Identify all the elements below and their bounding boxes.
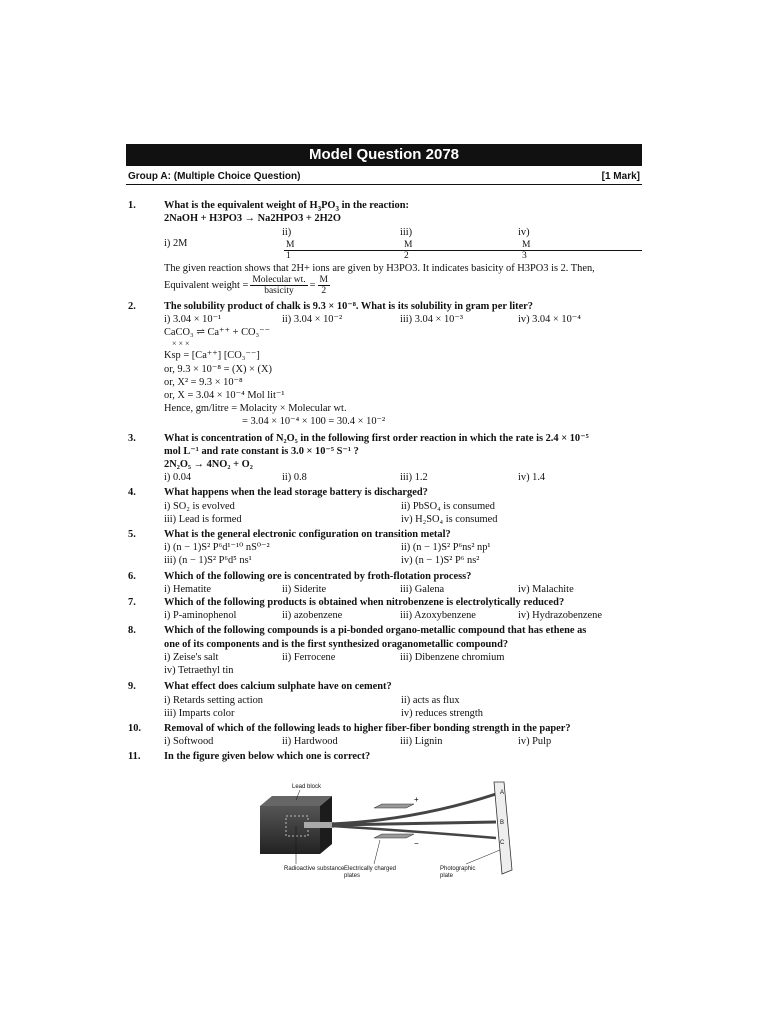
question-number: 7. — [128, 597, 136, 609]
question-text: one of its components and is the first synthesized oraganometallic compound? — [164, 638, 509, 650]
options — [164, 313, 642, 326]
exam-page — [126, 144, 642, 764]
option-4: iv) Pulp — [518, 736, 552, 748]
option-3: iii) Azoxybenzene — [400, 610, 476, 622]
question-text: Which of the following compounds is a pi-bonded organo-metallic compound that has ethene as — [164, 625, 587, 637]
question-number: 1. — [128, 200, 136, 211]
answer-line: Ksp = [Ca⁺⁺] [CO₃⁻⁻] — [164, 350, 260, 362]
options — [164, 583, 642, 596]
option-4: iv) 3.04 × 10⁻⁴ — [518, 314, 581, 326]
question-number: 10. — [128, 722, 141, 734]
question-number: 3. — [128, 432, 136, 444]
option-3: iii) Lead is formed — [164, 513, 242, 525]
marks-label: [1 Mark] — [601, 171, 640, 182]
option-2: ii) (n − 1)S² P⁶ns² np¹ — [401, 542, 491, 554]
options — [164, 651, 642, 664]
question-number: 8. — [128, 625, 136, 637]
question-number: 11. — [128, 751, 141, 763]
options — [164, 609, 642, 622]
answer-line: Hence, gm/litre = Molacity × Molecular wt. — [164, 403, 347, 415]
question-text: What happens when the lead storage battery is discharged? — [164, 487, 428, 499]
label-a: A — [500, 790, 505, 796]
answer-line: Equivalent weight = $\frac{\text{Molecular wt.}}{\text{basicity}}$ = $\frac{M}{2}$ — [164, 274, 328, 296]
option-3: $iii) \frac{M}{2}$ — [400, 226, 518, 260]
radiation-deflection-figure — [256, 780, 516, 880]
plus-sign: + — [414, 795, 419, 804]
question-5 — [126, 528, 642, 568]
minus-sign: − — [414, 839, 419, 848]
question-number: 2. — [128, 300, 136, 312]
option-3: iii) Dibenzene chromium — [400, 651, 505, 663]
options — [164, 707, 642, 720]
option-1: i) 3.04 × 10⁻¹ — [164, 314, 222, 326]
group-header — [126, 166, 642, 185]
question-number: 4. — [128, 487, 136, 499]
question-number: 6. — [128, 570, 136, 582]
options — [164, 694, 642, 707]
option-1: i) SO₂ is evolved — [164, 500, 235, 512]
option-4: iv) reduces strength — [401, 707, 483, 719]
option-2: ii) Hardwood — [282, 736, 338, 748]
lead-block-label: Lead block — [292, 784, 322, 790]
option-4: iv) Hydrazobenzene — [518, 610, 602, 622]
options — [164, 471, 642, 484]
options — [164, 735, 642, 748]
question-2 — [126, 300, 642, 429]
answer-line: The given reaction shows that 2H+ ions are given by H3PO3. It indicates basicity of H3PO3 is 2. Then, — [164, 262, 595, 274]
option-1: i) Softwood — [164, 736, 214, 748]
question-text: What is concentration of N₂O₅ in the following first order reaction in which the rate is 2.4 × 10⁻⁵ — [164, 432, 589, 444]
answer-line: × × × — [172, 339, 190, 349]
option-4: iv) Malachite — [518, 583, 574, 595]
option-2: ii) Siderite — [282, 583, 327, 595]
option-1: i) 2M — [164, 237, 188, 249]
options — [164, 513, 642, 526]
option-2: ii) acts as flux — [401, 694, 460, 706]
charged-plates — [374, 795, 419, 848]
question-text: What is the general electronic configuration on transition metal? — [164, 529, 451, 541]
option-1: i) Hematite — [164, 583, 212, 595]
question-text: Which of the following products is obtained when nitrobenzene is electrolytically reduced? — [164, 597, 565, 609]
question-number: 9. — [128, 681, 136, 693]
option-2: ii) PbSO₄ is consumed — [401, 500, 495, 512]
option-1: i) P-aminophenol — [164, 610, 237, 622]
question-number: 5. — [128, 529, 136, 541]
question-11 — [126, 750, 642, 763]
option-4: iv) Tetraethyl tin — [164, 665, 234, 677]
plates-label-1: Electrically charged — [344, 866, 397, 872]
option-1: i) 0.04 — [164, 472, 192, 484]
question-text: In the figure given below which one is correct? — [164, 751, 371, 763]
answer-line: or, X² = 9.3 × 10⁻⁸ — [164, 376, 243, 388]
question-text: Which of the following ore is concentrated by froth-flotation process? — [164, 570, 472, 582]
question-text: mol L⁻¹ and rate constant is 3.0 × 10⁻⁵ S⁻¹ ? — [164, 445, 359, 457]
answer-line: = 3.04 × 10⁻⁴ × 100 = 30.4 × 10⁻² — [242, 416, 386, 428]
question-6 — [126, 570, 642, 596]
page-title: Model Question 2078 — [126, 144, 642, 166]
photo-plate-label-1: Photographic — [440, 866, 476, 872]
question-7 — [126, 596, 642, 622]
option-2: ii) 3.04 × 10⁻² — [282, 314, 343, 326]
option-3: iii) 1.2 — [400, 472, 428, 484]
option-3: iii) (n − 1)S² P⁶d⁵ ns¹ — [164, 555, 252, 567]
photo-plate-label-2: plate — [440, 873, 454, 879]
answer-line: CaCO₃ ⇌ Ca⁺⁺ + CO₃⁻⁻ — [164, 327, 271, 339]
option-1: i) Zeise's salt — [164, 651, 219, 663]
question-text: Removal of which of the following leads to higher fiber-fiber bonding strength in the paper? — [164, 722, 571, 734]
option-1: i) (n − 1)S² P⁶d¹⁻¹⁰ nS⁰⁻² — [164, 542, 270, 554]
option-3: iii) Galena — [400, 583, 445, 595]
reaction-equation: 2NaOH + H3PO3 → Na2HPO3 + 2H2O — [164, 213, 341, 225]
answer-line: or, 9.3 × 10⁻⁸ = (X) × (X) — [164, 363, 272, 375]
option-2: ii) 0.8 — [282, 472, 307, 484]
question-10 — [126, 722, 642, 748]
label-c: C — [500, 840, 505, 846]
option-4: $iv) \frac{M}{3}$ — [518, 226, 636, 260]
plates-label-2: plates — [344, 873, 361, 879]
label-b: B — [500, 820, 505, 826]
group-label: Group A: (Multiple Choice Question) — [128, 171, 301, 182]
option-4: iv) H₂SO₄ is consumed — [401, 513, 498, 525]
question-8 — [126, 624, 642, 677]
options — [164, 500, 642, 513]
lead-block — [260, 796, 334, 854]
reaction-equation: 2N₂O₅ → 4NO₂ + O₂ — [164, 459, 253, 471]
option-4: iv) 1.4 — [518, 472, 546, 484]
question-4 — [126, 486, 642, 526]
option-2: $ii) \frac{M}{1}$ — [282, 226, 400, 260]
question-text: What is the equivalent weight of $H_3PO_3$ in the reaction: — [164, 200, 409, 214]
question-3 — [126, 432, 642, 485]
question-text: The solubility product of chalk is 9.3 × 10⁻⁸. What is its solubility in gram per liter? — [164, 300, 533, 312]
option-3: iii) 3.04 × 10⁻³ — [400, 314, 463, 326]
question-text: What effect does calcium sulphate have on cement? — [164, 681, 392, 693]
radioactive-label: Radioactive substance — [284, 866, 345, 872]
option-4: iv) (n − 1)S² P⁶ ns² — [401, 555, 480, 567]
answer-line: or, X = 3.04 × 10⁻⁴ Mol lit⁻¹ — [164, 390, 285, 402]
options — [164, 226, 642, 260]
question-1 — [126, 199, 642, 296]
option-2: ii) azobenzene — [282, 610, 343, 622]
options — [164, 554, 642, 567]
option-3: iii) Imparts color — [164, 707, 235, 719]
question-9 — [126, 680, 642, 720]
options — [164, 541, 642, 554]
option-3: iii) Lignin — [400, 736, 443, 748]
option-2: ii) Ferrocene — [282, 651, 336, 663]
option-1: i) Retards setting action — [164, 694, 263, 706]
